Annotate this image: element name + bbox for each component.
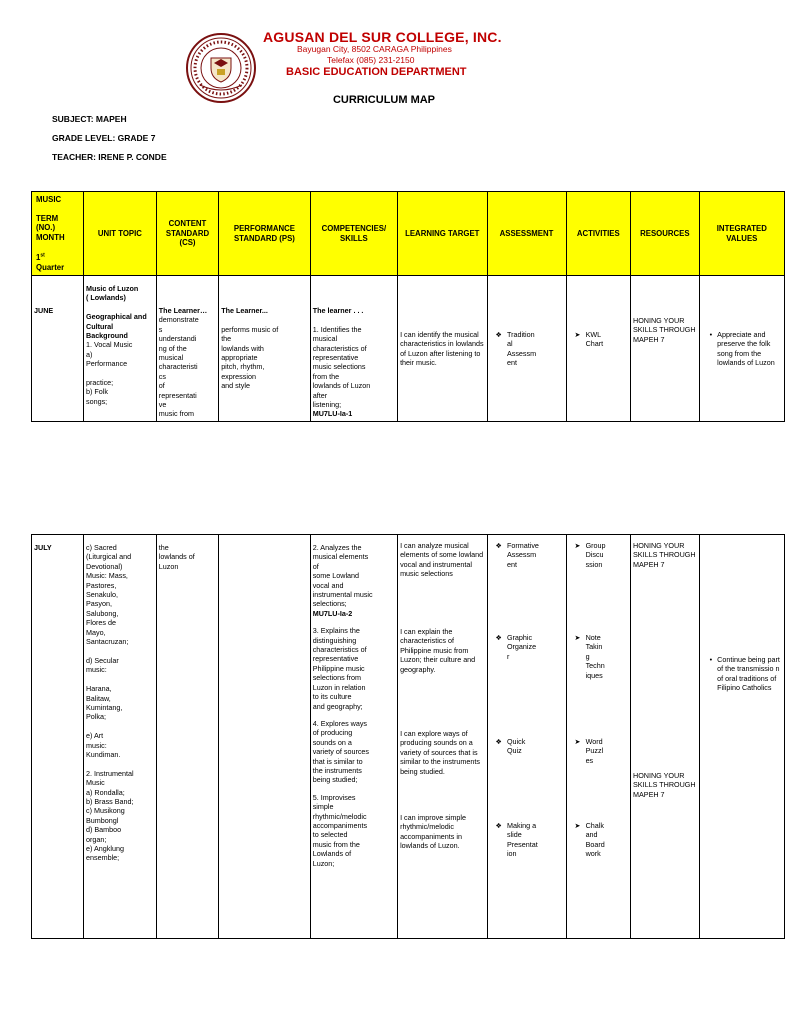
integrated-values-cell: • Continue being part of the transmissio n of oral traditions of Filipino Catholics [699,535,784,939]
resources-cell: HONING YOUR SKILLS THROUGH MAPEH 7 HONING YOUR SKILLS THROUGH MAPEH 7 [631,535,700,939]
activities-cell: ➤ KWL Chart [566,276,630,422]
content-standard-header: CONTENT STANDARD (CS) [156,192,218,276]
performance-standard-cell [219,535,311,939]
college-seal-icon [186,33,256,103]
teacher-line: TEACHER: IRENE P. CONDE [52,152,167,162]
header-row [32,192,785,276]
month-cell: JULY [32,535,84,939]
activities-cell: ➤ Group Discu ssion ➤ Note Takin g Techn iques ➤ Word Puzzl es ➤ Chalk and Board work [566,535,630,939]
term-header [32,192,84,276]
dot-bullet-icon: • [709,655,713,664]
diamond-bullet-icon: ❖ [495,633,502,642]
college-address: Bayugan City, 8502 CARAGA Philippines [297,44,452,54]
performance-standard-header: PERFORMANCE STANDARD (PS) [219,192,311,276]
resources-cell: HONING YOUR SKILLS THROUGH MAPEH 7 [631,276,700,422]
dot-bullet-icon: • [709,330,713,339]
page-title: CURRICULUM MAP [332,94,436,106]
arrow-bullet-icon: ➤ [574,821,581,830]
learning-target-cell: I can identify the musical characteristics in lowlands of Luzon after listening to their music. [398,276,487,422]
integrated-values-cell: • Appreciate and preserve the folk song from the lowlands of Luzon [699,276,784,422]
assessment-cell: ❖ Tradition al Assessm ent [487,276,566,422]
diamond-bullet-icon: ❖ [495,541,502,550]
college-telefax: Telefax (085) 231-2150 [327,55,415,65]
assessment-header: ASSESSMENT [487,192,566,276]
integrated-values-header: INTEGRATED VALUES [699,192,784,276]
content-standard-cell: the lowlands of Luzon [156,535,218,939]
resources-header: RESOURCES [631,192,700,276]
diamond-bullet-icon: ❖ [495,737,502,746]
competencies-cell: The learner . . . 1. Identifies the musical characteristics of representative music selections from the lowlands of Luzon after listening; MU7LU-Ia-1 [310,276,397,422]
month-cell: JUNE [32,276,84,422]
competencies-header: COMPETENCIES/ SKILLS [310,192,397,276]
diamond-bullet-icon: ❖ [495,330,502,339]
learning-target-header: LEARNING TARGET [398,192,487,276]
arrow-bullet-icon: ➤ [574,330,581,339]
subject-line: SUBJECT: MAPEH [52,114,127,124]
quarter-label: 1st Quarter [36,252,65,272]
assessment-cell: ❖ Formative Assessm ent ❖ Graphic Organize r ❖ Quick Quiz ❖ Making a slide Presentat ion [487,535,566,939]
college-name: AGUSAN DEL SUR COLLEGE, INC. [263,29,502,45]
document-header [0,0,768,90]
arrow-bullet-icon: ➤ [574,737,581,746]
learning-target-cell: I can analyze musical elements of some lowland vocal and instrumental music selections I can explain the characteristics of Philippine music from Luzon; their culture and geography. I can explore ways of producing sounds on a variety of sources that is similar to the instruments being studied. I can improve simple rhythmic/melodic accompaniments in lowlands of Luzon. [398,535,487,939]
unit-topic-cell: c) Sacred (Liturgical and Devotional) Music: Mass, Pastores, Senakulo, Pasyon, Salubong, Flores de Mayo, Santacruzan; d) Secular music: Harana, Balitaw, Kumintang, Polka; e) Art music: Kundiman. 2. Instrumental Music a) Rondalla; b) Brass Band; c) Musikong Bumbongl d) Bamboo organ; e) Angklung ensemble; [84,535,157,939]
diamond-bullet-icon: ❖ [495,821,502,830]
activities-header: ACTIVITIES [566,192,630,276]
arrow-bullet-icon: ➤ [574,633,581,642]
curriculum-table-july [31,534,785,939]
unit-topic-header: UNIT TOPIC [84,192,157,276]
competencies-cell: 2. Analyzes the musical elements of some Lowland vocal and instrumental music selections; MU7LU-Ia-2 3. Explains the distinguishing characteristics of representative Philippine music selections from Luzon in relation to its culture and geography; 4. Explores ways of producing sounds on a variety of sources that is similar to the instruments being studied; 5. Improvises simple rhythmic/melodic accompaniments to selected music from the Lowlands of Luzon; [310,535,397,939]
curriculum-table-june [31,191,785,422]
grade-level-line: GRADE LEVEL: GRADE 7 [52,133,156,143]
arrow-bullet-icon: ➤ [574,541,581,550]
term-header-label: MUSIC TERM (NO.) MONTH [36,194,65,242]
department-name: BASIC EDUCATION DEPARTMENT [286,66,467,78]
performance-standard-cell: The Learner... performs music of the lowlands with appropriate pitch, rhythm, expression and style [219,276,311,422]
table-row [32,535,785,939]
unit-topic-cell: Music of Luzon ( Lowlands) Geographical and Cultural Background 1. Vocal Music a) Performance practice; b) Folk songs; [84,276,157,422]
table-row [32,276,785,422]
content-standard-cell: The Learner… demonstrate s understandi ng of the musical characteristi cs of representati ve music from [156,276,218,422]
